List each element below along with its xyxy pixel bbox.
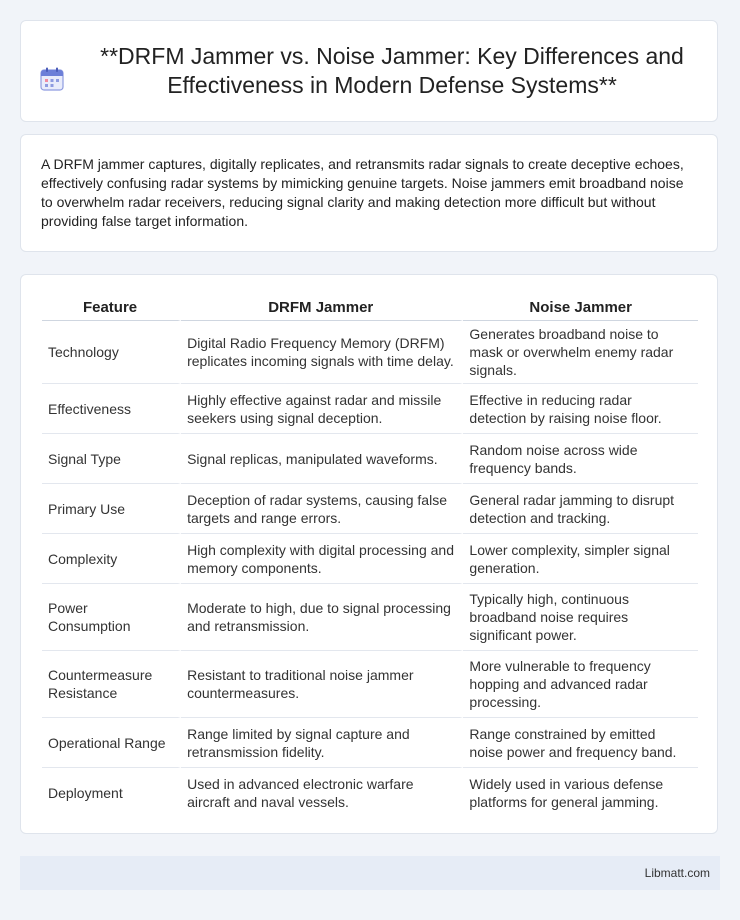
cell-drfm: Deception of radar systems, causing false targets and range errors. — [181, 484, 463, 534]
cell-noise: Effective in reducing radar detection by raising noise floor. — [463, 384, 698, 434]
cell-drfm: Signal replicas, manipulated waveforms. — [181, 434, 463, 484]
cell-drfm: Used in advanced electronic warfare aircraft and naval vessels. — [181, 768, 463, 817]
cell-noise: Range constrained by emitted noise power and frequency band. — [463, 718, 698, 768]
cell-drfm: Range limited by signal capture and retransmission fidelity. — [181, 718, 463, 768]
cell-feature: Complexity — [42, 534, 181, 584]
header-drfm-jammer: DRFM Jammer — [181, 295, 463, 321]
cell-noise: General radar jamming to disrupt detection and tracking. — [463, 484, 698, 534]
cell-feature: Signal Type — [42, 434, 181, 484]
cell-feature: Deployment — [42, 768, 181, 817]
cell-drfm: Moderate to high, due to signal processing and retransmission. — [181, 584, 463, 651]
footer-site-link[interactable]: Libmatt.com — [644, 866, 710, 880]
cell-drfm: High complexity with digital processing and memory components. — [181, 534, 463, 584]
cell-feature: Effectiveness — [42, 384, 181, 434]
page-title: **DRFM Jammer vs. Noise Jammer: Key Differences and Effectiveness in Modern Defense Systems** — [100, 43, 684, 98]
comparison-card — [20, 274, 718, 834]
cell-feature: Technology — [42, 321, 181, 384]
table-row — [42, 434, 698, 484]
cell-drfm: Highly effective against radar and missile seekers using signal deception. — [181, 384, 463, 434]
cell-feature: Countermeasure Resistance — [42, 651, 181, 718]
table-row — [42, 384, 698, 434]
calendar-icon — [39, 66, 65, 92]
cell-feature: Primary Use — [42, 484, 181, 534]
cell-feature: Operational Range — [42, 718, 181, 768]
title-card — [20, 20, 718, 122]
table-row — [42, 321, 698, 384]
header-noise-jammer: Noise Jammer — [463, 295, 698, 321]
table-header-row — [42, 295, 698, 321]
cell-feature: Power Consumption — [42, 584, 181, 651]
cell-noise: Generates broadband noise to mask or overwhelm enemy radar signals. — [463, 321, 698, 384]
comparison-table — [42, 295, 698, 817]
table-row — [42, 768, 698, 817]
cell-drfm: Digital Radio Frequency Memory (DRFM) replicates incoming signals with time delay. — [181, 321, 463, 384]
cell-noise: Lower complexity, simpler signal generation. — [463, 534, 698, 584]
cell-noise: Random noise across wide frequency bands. — [463, 434, 698, 484]
cell-noise: Widely used in various defense platforms for general jamming. — [469, 775, 664, 810]
intro-card — [20, 134, 718, 252]
header-feature: Feature — [42, 295, 181, 321]
intro-paragraph: A DRFM jammer captures, digitally replicates, and retransmits radar signals to create deceptive echoes, effectively confusing radar systems by mimicking genuine targets. Noise jammers emit broadband noise to overwhelm radar receivers, reducing signal clarity and making detection more difficult but without providing false target information. — [41, 156, 684, 229]
table-row — [42, 534, 698, 584]
table-row — [42, 651, 698, 718]
table-row — [42, 584, 698, 651]
cell-noise: Typically high, continuous broadband noise requires significant power. — [463, 584, 698, 651]
title-wrap — [39, 42, 699, 100]
table-row — [42, 484, 698, 534]
table-row — [42, 718, 698, 768]
cell-drfm: Resistant to traditional noise jammer countermeasures. — [181, 651, 463, 718]
footer — [20, 856, 720, 890]
cell-noise: More vulnerable to frequency hopping and advanced radar processing. — [463, 651, 698, 718]
